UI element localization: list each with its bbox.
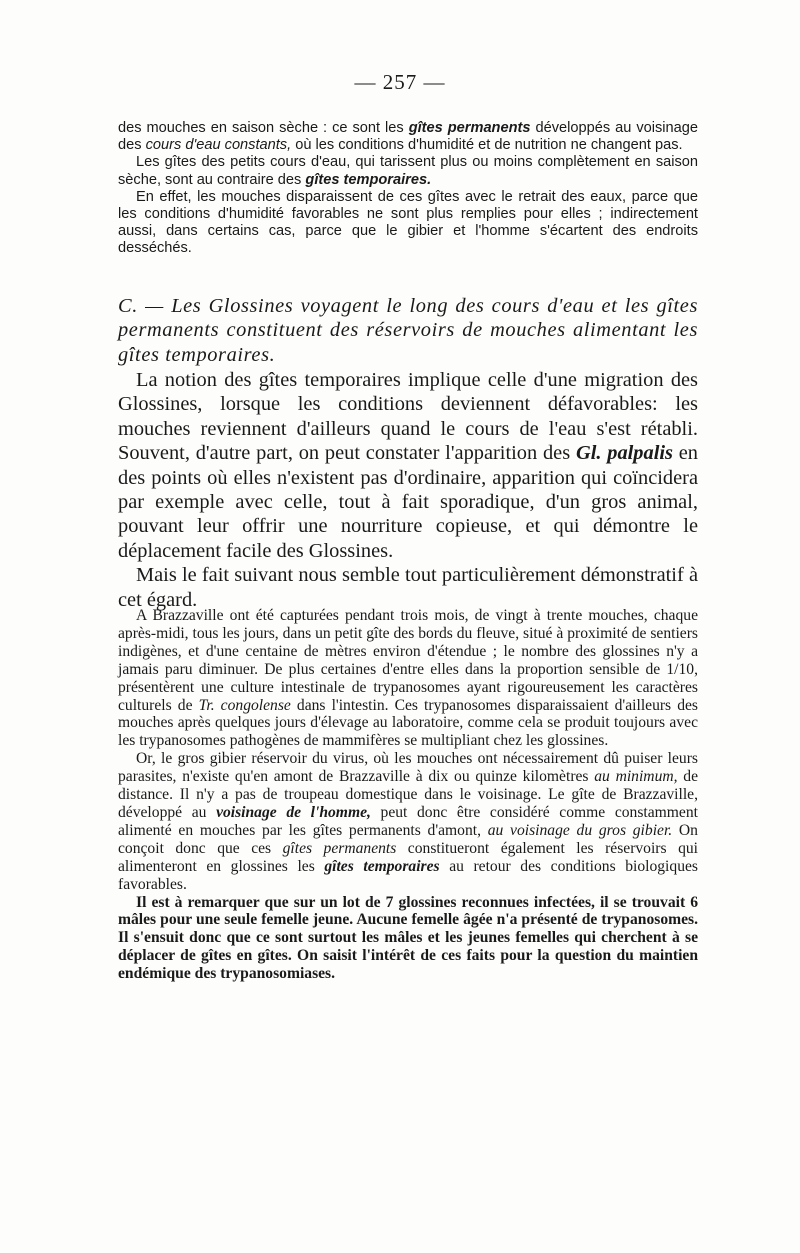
- section-body: [118, 368, 698, 612]
- section-heading: [118, 294, 698, 367]
- top-section: [118, 120, 698, 258]
- emphasis: voisinage de l'homme,: [216, 803, 371, 821]
- text-run: A Brazzaville ont été capturées pendant trois mois, de vingt à trente mouches, chaque après-midi, tous les jours, dans un petit gîte des bords du fleuve, situé à proximité de sentiers indigènes, et d'une centaine de mètres environ d'étendue ; le nombre des glossines n'y a jamais paru diminuer. De plus certaines d'entre elles dans la proportion sensible de 1/10, présentèrent une culture intestinale de trypanosomes ayant rigoureusement les caractères culturels de: [118, 607, 698, 714]
- text-run: où les conditions d'humidité et de nutrition ne changent pas.: [291, 137, 683, 154]
- text-run: La notion des gîtes temporaires implique celle d'une migration des Glossines, lorsque les conditions deviennent défavorables: les mouches reviennent d'ailleurs quand le cours de l'eau s'est rétabli. Souvent, d'autre part, on peut constater l'apparition des: [118, 369, 698, 465]
- emphasis: au minimum,: [594, 768, 678, 786]
- species-name: Gl. palpalis: [575, 442, 673, 465]
- species-name: Tr. congolense: [198, 696, 291, 714]
- text-run: des mouches en saison sèche : ce sont les: [118, 120, 409, 136]
- emphasis: gîtes temporaires: [324, 857, 440, 875]
- text-run: dans l'intestin. Ces trypanosomes disparaissaient d'ailleurs des mouches après quelques jours d'élevage au laboratoire, comme cela se produit toujours avec les trypanosomes pathogènes de mammifères se multipliant chez les glossines.: [118, 696, 698, 750]
- text-run: Or, le gros gibier réservoir du virus, où les mouches ont nécessairement dû puiser leurs parasites, n'existe qu'en amont de Brazzaville à dix ou quinze kilomètres: [118, 750, 698, 786]
- text-run: en des points où elles n'existent pas d'ordinaire, apparition qui coïncidera par exemple avec celle, tout à fait sporadique, d'un gros animal, pouvant leur offrir une nourriture copieuse, et qui démontre le déplacement facile des Glossines.: [118, 442, 699, 562]
- paragraph: [118, 154, 698, 188]
- paragraph: En effet, les mouches disparaissent de ces gîtes avec le retrait des eaux, parce que les conditions d'humidité favorables ne sont plus remplies pour elles ; indirectement aussi, dans certains cas, parce que le gibier et l'homme s'écartent des endroits desséchés.: [118, 188, 698, 257]
- text-run: au retour des conditions biologiques favorables.: [118, 857, 698, 893]
- text-run: On conçoit donc que ces: [118, 821, 698, 857]
- text-run: peut donc être considéré comme constamment alimenté en mouches par les gîtes permanents d'amont,: [118, 803, 698, 839]
- emphasis: gîtes temporaires.: [305, 171, 432, 188]
- text-run: Les gîtes des petits cours d'eau, qui tarissent plus ou moins complètement en saison sèche, sont au contraire des: [118, 154, 698, 188]
- paragraph: [118, 120, 698, 154]
- paragraph: [118, 368, 698, 563]
- text-run: de distance. Il n'y a pas de troupeau domestique dans le voisinage. Le gîte de Brazzaville, développé au: [118, 768, 698, 821]
- paragraph: Il est à remarquer que sur un lot de 7 glossines reconnues infectées, il se trouvait 6 mâles pour une seule femelle jeune. Aucune femelle âgée n'a présenté de trypanosomes. Il s'ensuit donc que ce sont surtout les mâles et les jeunes femelles qui cherchent à se déplacer de gîtes en gîtes. On saisit l'intérêt de ces faits pour la question du maintien endémique des trypanosomiases.: [118, 893, 698, 983]
- emphasis: gîtes permanents: [282, 839, 397, 857]
- paragraph: [118, 750, 698, 893]
- text-run: développés au voisinage des: [118, 120, 698, 154]
- text-run: constitueront également les réservoirs qui alimenteront en glossines les: [118, 839, 698, 875]
- section-heading-text: C. — Les Glossines voyagent le long des cours d'eau et les gîtes permanents constituent des réservoirs de mouches alimentant les gîtes temporaires.: [118, 295, 698, 366]
- page-number: — 257 —: [354, 70, 446, 94]
- bottom-section: [118, 607, 698, 983]
- emphasis: gîtes permanents: [408, 120, 531, 136]
- emphasis: au voisinage du gros gibier.: [487, 821, 673, 839]
- emphasis: cours d'eau constants,: [145, 137, 292, 154]
- paragraph: Mais le fait suivant nous semble tout particulièrement démonstratif à cet égard.: [118, 564, 698, 611]
- paragraph: [118, 607, 698, 750]
